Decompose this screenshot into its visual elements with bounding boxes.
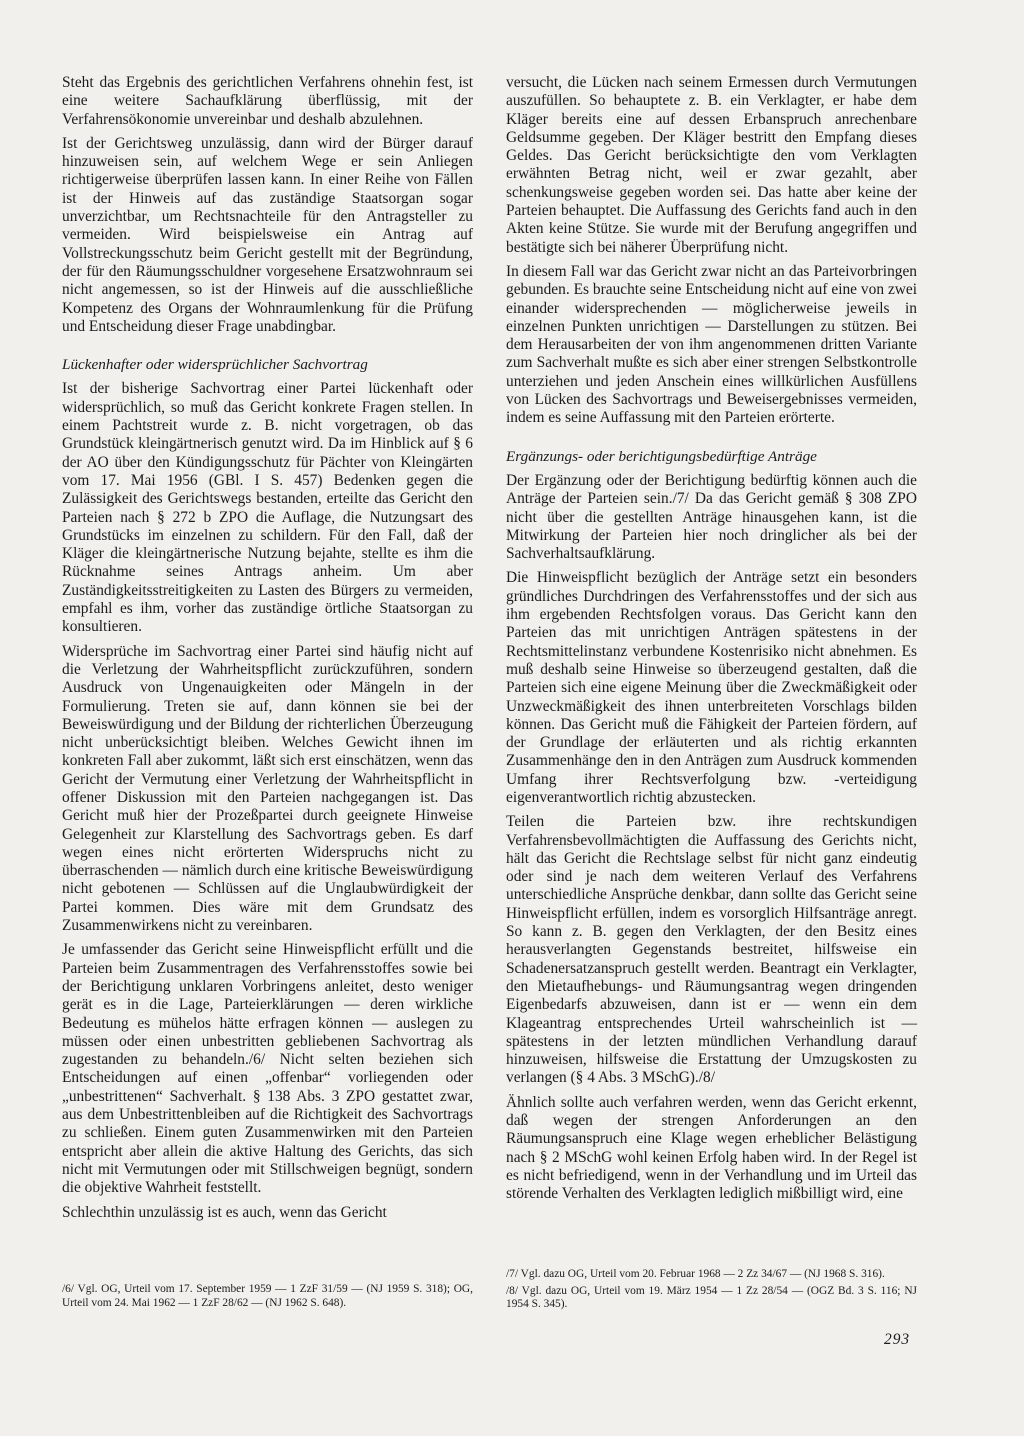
paragraph: In diesem Fall war das Gericht zwar nicht an das Parteivorbringen gebunden. Es brauchte seine Entscheidung nicht auf eine von zwei einander widersprechenden — möglicherweise jeweils in einzelnen Punkten unrichtigen — Darstellungen zu stützen. Bei dem Herausarbeiten der von ihm angenommenen dritten Variante zum Sachverhalt mußte es sich aber einer strengen Selbstkontrolle unterziehen und jeden Anschein eines willkürlichen Ausfüllens von Lücken des Sachvortrags und Beweisergebnisses vermeiden, indem es seine Auffassung mit den Parteien erörterte. [506, 262, 917, 427]
paragraph: versucht, die Lücken nach seinem Ermessen durch Vermutungen auszufüllen. So behauptete z. B. ein Verklagter, er habe dem Kläger bereits eine auf dessen Erbanspruch anrechenbare Geldsumme gegeben. Der Kläger bestritt den Empfang dieses Geldes. Das Gericht berücksichtigte den vom Verklagten erwähnten Betrag nicht, weil er zwar gezahlt, aber schenkungsweise gegeben worden sei. Das hatte aber keine der Parteien behauptet. Die Auffassung des Gerichts fand auch in den Akten keine Stütze. Sie wurde mit der Berufung angegriffen und bestätigte sich bei näherer Überprüfung nicht. [506, 74, 917, 256]
paragraph: Ist der bisherige Sachvortrag einer Partei lückenhaft oder widersprüchlich, so muß das Gericht konkrete Fragen stellen. In einem Pachtstreit wurde z. B. nicht vorgetragen, ob das Grundstück kleingärtnerisch genutzt wird. Da im Hinblick auf § 6 der AO über den Kündigungsschutz für Pächter von Kleingärten vom 17. Mai 1956 (GBl. I S. 457) Bedenken gegen die Zulässigkeit des Gerichtswegs bestanden, erteilte das Gericht den Parteien nach § 272 b ZPO die Auflage, die Nutzungsart des Grundstücks im einzelnen zu schildern. Für den Fall, daß der Kläger die kleingärtnerische Nutzung bejahte, stellte es ihm die Rücknahme seines Antrags anheim. Um aber Zuständigkeitsstreitigkeiten zu Lasten des Bürgers zu vermeiden, empfahl es ihm, vorher das zuständige örtliche Staatsorgan zu konsultieren. [62, 380, 473, 636]
paragraph: Die Hinweispflicht bezüglich der Anträge setzt ein besonders gründliches Durchdringen des Verfahrensstoffes und der sich aus ihm ergebenden Rechtsfolgen voraus. Das Gericht kann den Parteien das mit unrichtigen Anträgen spätestens in der Rechtsmittelinstanz verbundene Kostenrisiko nicht abnehmen. Es muß deshalb seine Hinweise so überzeugend gestalten, daß die Parteien sich eine eigene Meinung über die Zweckmäßigkeit oder Unzweckmäßigkeit des ihnen unterbreiteten Vorschlags bilden können. Das Gericht muß die Fähigkeit der Parteien fördern, auf der Grundlage der erläuterten und als richtig erkannten Zusammenhänge den in den Anträgen zum Ausdruck kommenden Umfang ihrer Rechtsverfolgung bzw. -verteidigung eigenverantwortlich richtig abzustecken. [506, 569, 917, 806]
footnotes-left [62, 1283, 473, 1310]
section-heading: Ergänzungs- oder berichtigungsbedürftige Anträge [506, 447, 817, 465]
section-heading: Lückenhafter oder widersprüchlicher Sachvortrag [62, 356, 368, 374]
paragraph: Der Ergänzung oder der Berichtigung bedürftig können auch die Anträge der Parteien sein./7/ Da das Gericht gemäß § 308 ZPO nicht über die gestellten Anträge hinausgehen kann, ist die Mitwirkung der Parteien hier noch dringlicher als bei der Sachverhaltsaufklärung. [506, 471, 917, 563]
paragraph: Widersprüche im Sachvortrag einer Partei sind häufig nicht auf die Verletzung der Wahrheitspflicht zurückzuführen, sondern Ausdruck von Ungenauigkeiten oder Mängeln in der Formulierung. Treten sie auf, dann können sie bei der Beweiswürdigung und der Bildung der richterlichen Überzeugung nicht unberücksichtigt bleiben. Welches Gewicht ihnen im konkreten Fall aber zukommt, läßt sich erst einschätzen, wenn das Gericht der Vermutung einer Verletzung der Wahrheitspflicht in offener Diskussion mit den Parteien nachgegangen ist. Das Gericht muß hier der Prozeßpartei durch geeignete Hinweise Gelegenheit zur Klarstellung des Sachvortrags geben. Es darf wegen eines nicht erörterten Widerspruchs nicht zu überraschenden — nämlich durch eine kritische Beweiswürdigung nicht gebotenen — Schlüssen auf die Unglaubwürdigkeit der Partei kommen. Dies wäre mit dem Grundsatz des Zusammenwirkens nicht zu vereinbaren. [62, 642, 473, 935]
footnote: /6/ Vgl. OG, Urteil vom 17. September 1959 — 1 ZzF 31/59 — (NJ 1959 S. 318); OG, Urteil vom 24. Mai 1962 — 1 ZzF 28/62 — (NJ 1962 S. 648). [62, 1283, 473, 1309]
paragraph: Steht das Ergebnis des gerichtlichen Verfahrens ohnehin fest, ist eine weitere Sachaufklärung überflüssig, mit der Verfahrensökonomie unvereinbar und deshalb abzulehnen. [62, 74, 473, 128]
footnotes-right [506, 1268, 917, 1312]
paragraph: Teilen die Parteien bzw. ihre rechtskundigen Verfahrensbevollmächtigten die Auffassung des Gerichts nicht, hält das Gericht die Rechtslage selbst für nicht ganz eindeutig oder sind je nach dem weiteren Verlauf des Verfahrens unterschiedliche Ansprüche denkbar, dann sollte das Gericht seine Hinweispflicht erfüllen, indem es vorsorglich Hilfsanträge anregt. So kann z. B. gegen den Verklagten, der den Besitz eines herausverlangten Gegenstands bestreitet, hilfsweise ein Schadenersatzanspruch gestellt werden. Beantragt ein Verklagter, den Mietaufhebungs- und Räumungsantrag wegen dringenden Eigenbedarfs abzuweisen, dann ist er — wenn ein dem Klageantrag entsprechendes Urteil wahrscheinlich ist — spätestens in der letzten mündlichen Verhandlung darauf hinzuweisen, hilfsweise die Erstattung der Umzugskosten zu verlangen (§ 4 Abs. 3 MSchG)./8/ [506, 813, 917, 1087]
footnote: /7/ Vgl. dazu OG, Urteil vom 20. Februar 1968 — 2 Zz 34/67 — (NJ 1968 S. 316). [506, 1268, 885, 1280]
paragraph: Je umfassender das Gericht seine Hinweispflicht erfüllt und die Parteien beim Zusammentragen des Verfahrensstoffes sowie bei der Berichtigung unklaren Vorbringens anleitet, desto weniger gerät es in die Lage, Parteierklärungen — deren wirkliche Bedeutung es mühelos hätte erfragen können — auslegen zu müssen oder einen unbestritten gebliebenen Sachvortrag als zugestanden zu behandeln./6/ Nicht selten beziehen sich Entscheidungen auf einen „offenbar“ vorliegenden oder „unbestrittenen“ Sachverhalt. § 138 Abs. 3 ZPO gestattet zwar, aus dem Unbestrittenbleiben auf die Richtigkeit des Sachvortrags zu schließen. Einem guten Zusammenwirken mit den Parteien entspricht aber allein die aktive Haltung des Gerichts, das sich nicht mit Vermutungen oder mit Stillschweigen begnügt, sondern die objektive Wahrheit feststellt. [62, 941, 473, 1197]
page-number: 293 [884, 1331, 911, 1348]
paragraph: Ist der Gerichtsweg unzulässig, dann wird der Bürger darauf hinzuweisen sein, auf welchem Wege er sein Anliegen richtigerweise überprüfen lassen kann. In einer Reihe von Fällen ist der Hinweis auf das zuständige Staatsorgan sogar unverzichtbar, um Rechtsnachteile für den Antragsteller zu vermeiden. Wird beispielsweise ein Antrag auf Vollstreckungsschutz beim Gericht gestellt mit der Begründung, der für den Räumungsschuldner vorgesehene Ersatzwohnraum sei nicht angemessen, so ist der Hinweis auf die ausschließliche Kompetenz des Organs der Wohnraumlenkung für die Prüfung und Entscheidung dieser Frage unabdingbar. [62, 134, 473, 335]
left-column [62, 74, 473, 1222]
paragraph: Ähnlich sollte auch verfahren werden, wenn das Gericht erkennt, daß wegen der strengen Anforderungen an den Räumungsanspruch eine Klage wegen erheblicher Belästigung nach § 2 MSchG wohl keinen Erfolg haben wird. In der Regel ist es nicht befriedigend, wenn in der Verhandlung und im Urteil das störende Verhalten des Verklagten lediglich mißbilligt wird, eine [506, 1093, 917, 1203]
footnote: /8/ Vgl. dazu OG, Urteil vom 19. März 1954 — 1 Zz 28/54 — (OGZ Bd. 3 S. 116; NJ 1954 S. 345). [506, 1284, 917, 1311]
right-column [506, 74, 917, 1204]
paragraph: Schlechthin unzulässig ist es auch, wenn das Gericht [62, 1203, 387, 1221]
